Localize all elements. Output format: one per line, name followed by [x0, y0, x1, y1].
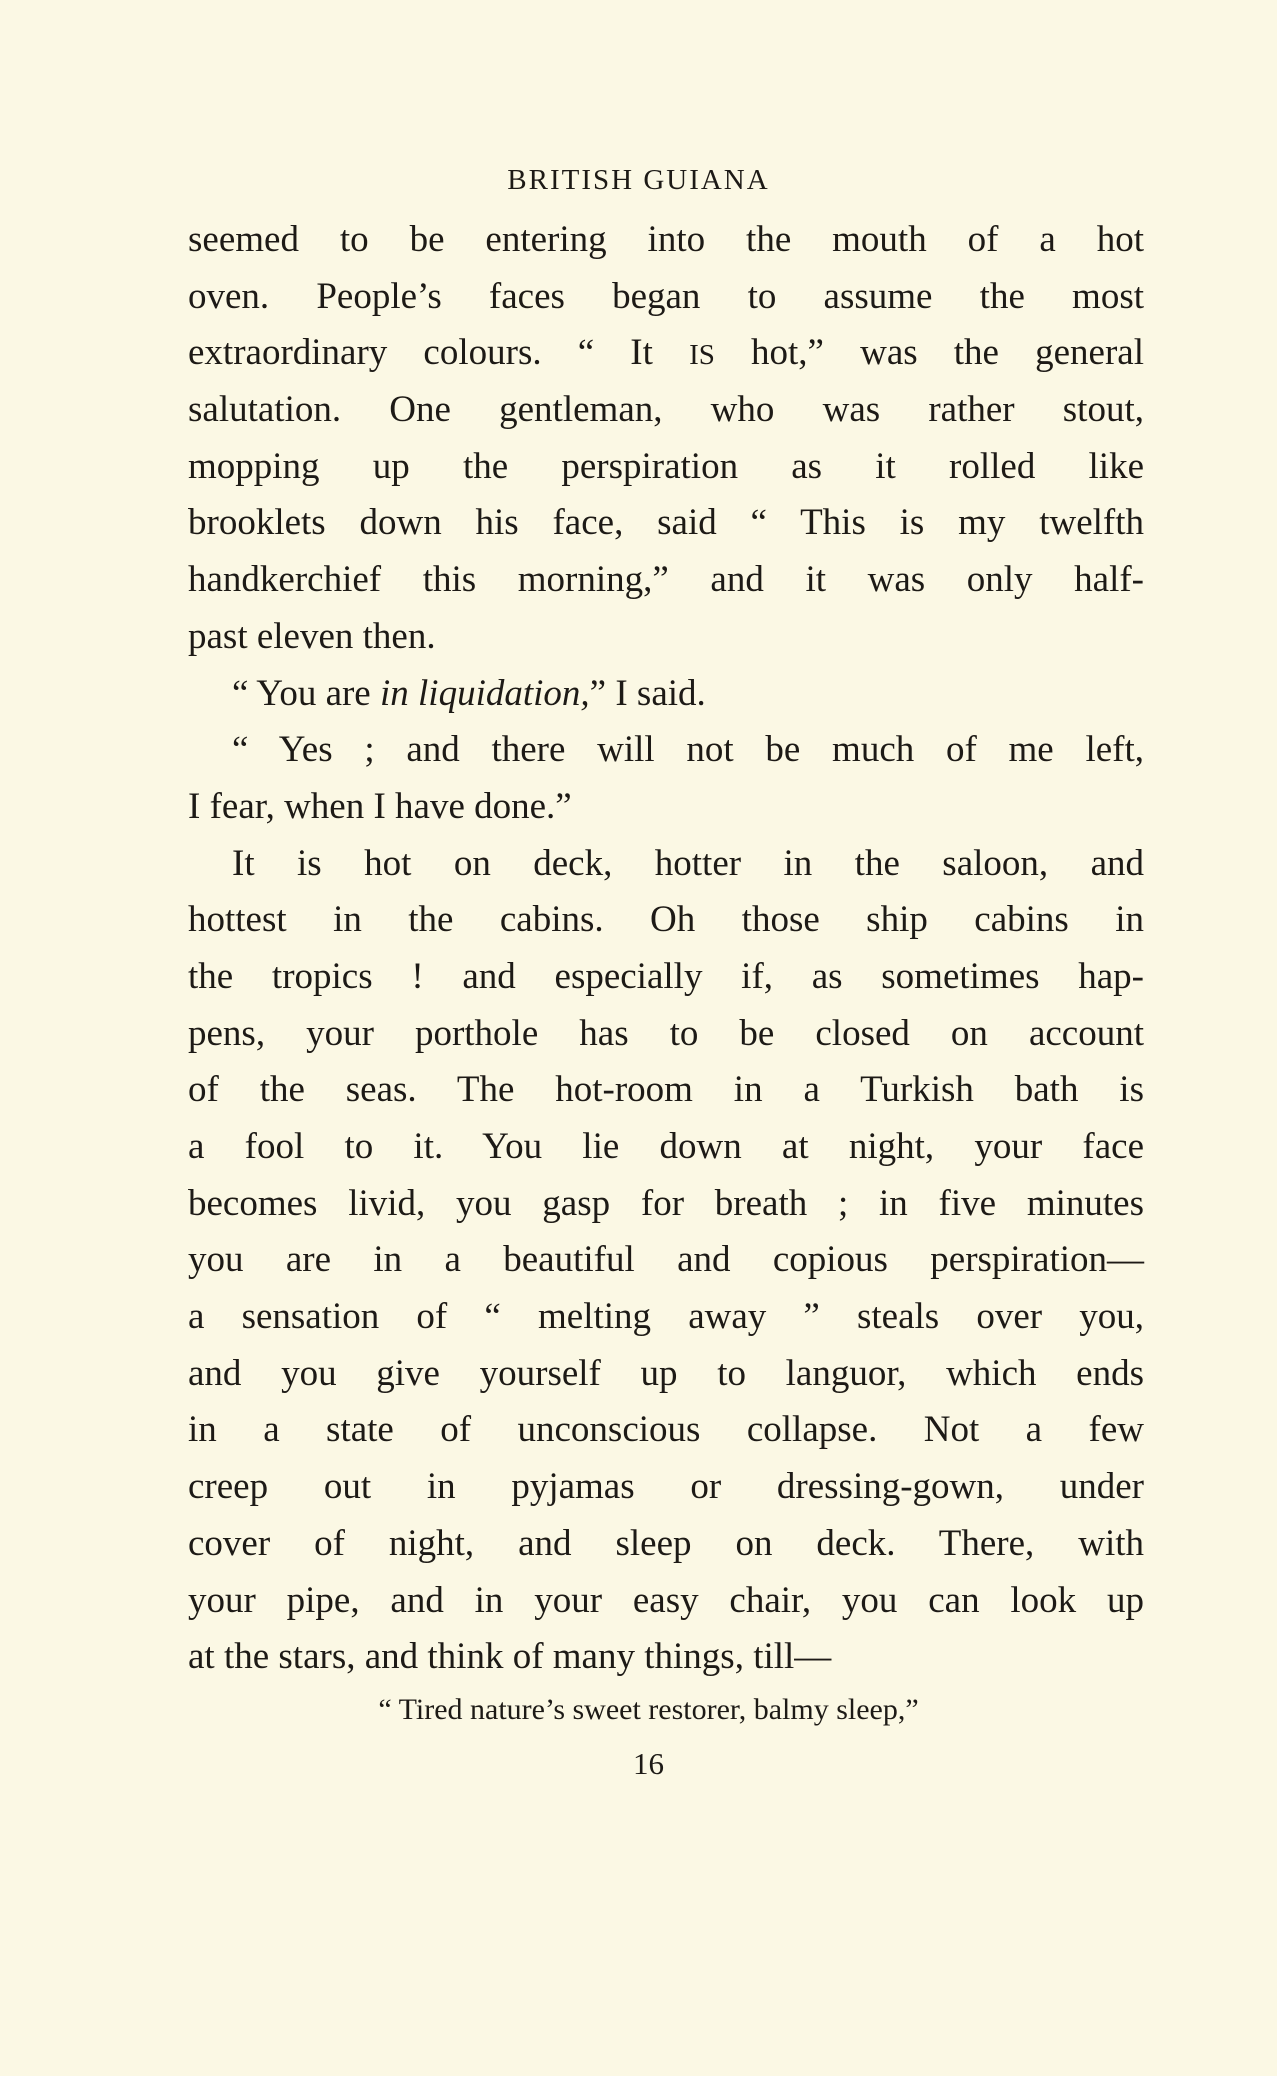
text-line [188, 666, 1144, 723]
text-line: It is hot on deck, hotter in the saloon, and [232, 842, 1144, 884]
italic-phrase: in liquidation, [379, 672, 590, 714]
text-line: of the seas. The hot-room in a Turkish bath is [188, 1069, 1144, 1111]
text-line: a sensation of “ melting away ” steals over you, [188, 1296, 1144, 1338]
running-head: BRITISH GUIANA [507, 164, 770, 196]
text-segment: hot,” was the general [714, 332, 1144, 374]
text-line: cover of night, and sleep on deck. There, with [188, 1522, 1144, 1564]
text-line: brooklets down his face, said “ This is my twelfth [188, 502, 1144, 544]
text-line: and you give yourself up to languor, which ends [188, 1352, 1144, 1394]
text-line: past eleven then. [188, 615, 436, 657]
text-line: “ Yes ; and there will not be much of me left, [232, 729, 1144, 771]
body-text [188, 212, 1144, 1686]
text-line: in a state of unconscious collapse. Not a few [188, 1409, 1144, 1451]
page-number: 16 [633, 1746, 664, 1781]
text-line: your pipe, and in your easy chair, you can look up [188, 1579, 1144, 1621]
text-segment: extraordinary colours. “ It [188, 332, 690, 374]
text-line: I fear, when I have done.” [188, 785, 572, 827]
text-segment: “ You are [232, 672, 380, 714]
text-line: pens, your porthole has to be closed on account [188, 1012, 1144, 1054]
text-line: hottest in the cabins. Oh those ship cabins in [188, 899, 1144, 941]
text-line: becomes livid, you gasp for breath ; in five minutes [188, 1182, 1144, 1224]
block-quotation: “ Tired nature’s sweet restorer, balmy sleep,” [378, 1693, 919, 1726]
text-segment: ” I said. [589, 672, 706, 714]
text-line [188, 325, 1144, 382]
text-line: oven. People’s faces began to assume the most [188, 275, 1144, 317]
text-line: handkerchief this morning,” and it was only half- [188, 559, 1144, 601]
small-caps-word: IS [689, 339, 715, 372]
text-line: at the stars, and think of many things, till— [188, 1636, 832, 1678]
text-line: seemed to be entering into the mouth of a hot [188, 219, 1144, 260]
text-line: a fool to it. You lie down at night, your face [188, 1126, 1144, 1167]
text-line: creep out in pyjamas or dressing-gown, under [188, 1466, 1144, 1508]
text-line: you are in a beautiful and copious perspiration— [188, 1239, 1144, 1281]
text-line: salutation. One gentleman, who was rather stout, [188, 389, 1144, 431]
text-line: the tropics ! and especially if, as sometimes hap- [188, 955, 1144, 997]
text-line: mopping up the perspiration as it rolled like [188, 445, 1144, 487]
